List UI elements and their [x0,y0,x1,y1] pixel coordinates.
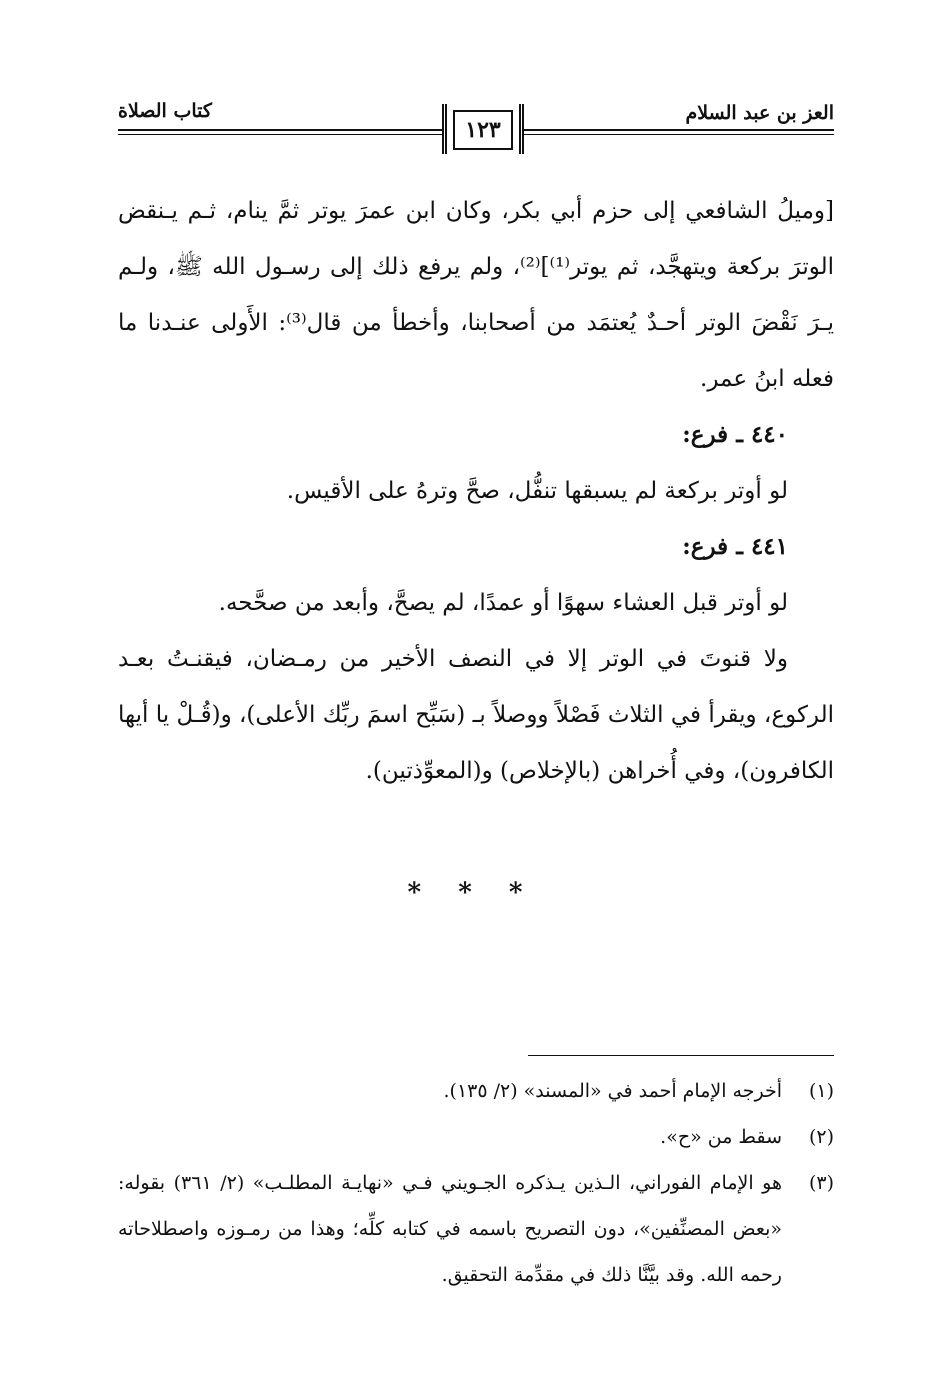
footnote-number: (٣) [808,1172,834,1194]
section-heading-441: ٤٤١ ـ فرع: [682,533,788,560]
main-text [118,183,834,799]
paragraph-440: لو أوتر بركعة لم يسبقها تنفُّل، صحَّ وترهُ على الأقيس. [286,478,788,504]
page-number-frame [442,104,524,154]
footnotes [118,1068,834,1298]
header-book-section: كتاب الصلاة [118,100,218,122]
section-separator: * * * [407,878,537,908]
footnote-text: أخرجه الإمام أحمد في «المسند» (٢/ ١٣٥). [443,1080,782,1102]
paragraph-qunut: ولا قنوتَ في الوتر إلا في النصف الأخير من رمـضان، فيقنـتُ بعـد الركوع، ويقرأ في الثلاث فَصْلاً ووصلاً بـ (سَبِّح اسمَ ربِّك الأعلى)، و(قُـلْ يا أيها الكافرون)، وفي أُخراهن (بالإخلاص) و(المعوِّذتين). [118,646,834,784]
paragraph-441: لو أوتر قبل العشاء سهوًا أو عمدًا، لم يصحَّ، وأبعد من صحَّحه. [218,590,788,616]
footnote-rule [528,1055,834,1056]
footnote-number: (١) [808,1080,834,1102]
header-author: العز بن عبد السلام [680,102,834,124]
footnote-item [118,1068,834,1114]
footnote-item [118,1160,834,1298]
page-header [118,100,834,180]
paragraph-opening: [وميلُ الشافعي إلى حزم أبي بكر، وكان ابن عمرَ يوتر ثمَّ ينام، ثـم يـنقض الوترَ بركعة ويتهجَّد، ثم يوتر⁽¹⁾]⁽²⁾، ولم يرفع ذلك إلى رسـول الله ﷺ، ولـم يـرَ نَقْضَ الوتر أحـدٌ يُعتمَد من أصحابنا، وأخطأ من قال⁽³⁾: الأَولى عنـدنا ما فعله ابنُ عمر. [118,198,834,392]
section-heading-440: ٤٤٠ ـ فرع: [682,421,788,448]
footnote-text: هو الإمام الفوراني، الـذين يـذكره الجـويني فـي «نهايـة المطلـب» (٢/ ٣٦١) بقوله: «بعض المصنِّفين»، دون التصريح باسمه في كتابه كلِّه؛ وهذا من رمـوزه واصطلاحاته رحمه الله. وقد بيَّنَّا ذلك في مقدِّمة التحقيق. [118,1172,782,1286]
footnote-item [118,1114,834,1160]
footnote-text: سقط من «ح». [660,1126,782,1148]
footnote-number: (٢) [808,1126,834,1148]
page-number: ١٢٣ [453,110,513,150]
